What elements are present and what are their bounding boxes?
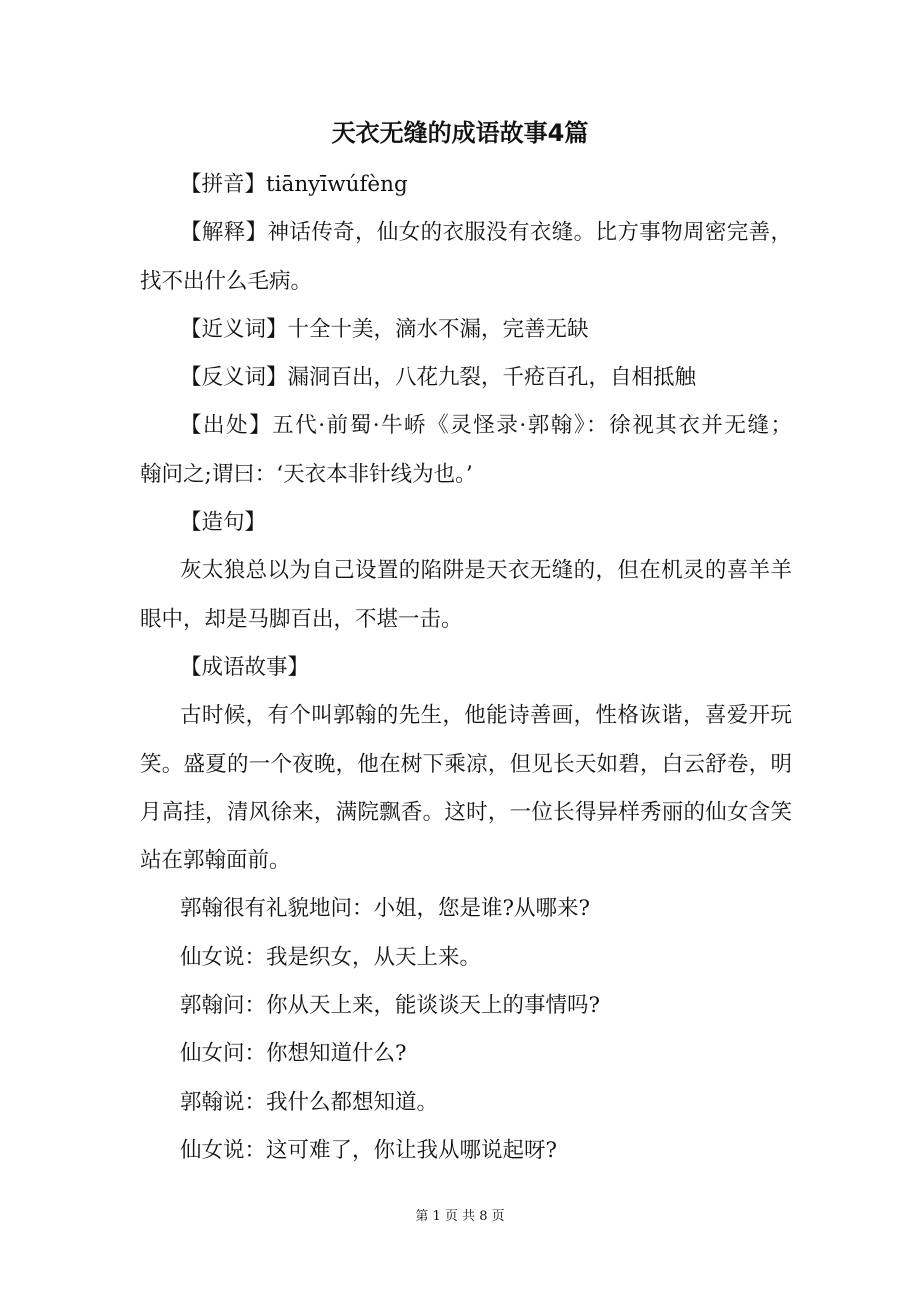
text-line: 【拼音】tiānyīwúfèng — [180, 172, 408, 197]
text-line: 郭翰很有礼貌地问：小姐，您是谁?从哪来? — [180, 896, 591, 922]
text-line: 翰问之;谓曰：‘天衣本非针线为也。’ — [140, 461, 473, 487]
paragraph — [140, 692, 792, 885]
document-body — [140, 161, 792, 1175]
paragraph — [140, 209, 792, 306]
text-line: 古时候，有个叫郭翰的先生，他能诗善画，性格诙谐，喜爱开玩 — [180, 703, 792, 729]
paragraph — [140, 885, 792, 933]
text-line: 笑。盛夏的一个夜晚，他在树下乘凉，但见长天如碧，白云舒卷，明 — [140, 751, 792, 777]
text-line: 【造句】 — [180, 510, 267, 536]
paragraph — [140, 499, 792, 547]
text-line: 眼中，却是马脚百出，不堪一击。 — [140, 606, 463, 632]
text-line: 【反义词】漏洞百出，八花九裂，千疮百孔，自相抵触 — [180, 365, 697, 391]
paragraph — [140, 161, 792, 209]
text-line: 仙女问：你想知道什么? — [180, 1041, 407, 1067]
text-line: 郭翰说：我什么都想知道。 — [180, 1089, 439, 1115]
text-line: 月高挂，清风徐来，满院飘香。这时，一位长得异样秀丽的仙女含笑 — [140, 799, 792, 825]
text-line: 【成语故事】 — [180, 654, 310, 680]
text-line: 仙女说：我是织女，从天上来。 — [180, 944, 482, 970]
paragraph — [140, 1127, 792, 1175]
paragraph — [140, 934, 792, 982]
text-line: 灰太狼总以为自己设置的陷阱是天衣无缝的，但在机灵的喜羊羊 — [180, 558, 792, 584]
paragraph — [140, 306, 792, 354]
paragraph — [140, 547, 792, 644]
text-line: 【近义词】十全十美，滴水不漏，完善无缺 — [180, 316, 589, 342]
text-line: 【出处】五代·前蜀·牛峤《灵怪录·郭翰》：徐视其衣并无缝； — [180, 413, 792, 439]
text-line: 仙女说：这可难了，你让我从哪说起呀? — [180, 1137, 558, 1163]
text-line: 站在郭翰面前。 — [140, 848, 291, 874]
paragraph — [140, 1030, 792, 1078]
paragraph — [140, 402, 792, 499]
text-line: 郭翰问：你从天上来，能谈谈天上的事情吗? — [180, 993, 601, 1019]
document-title: 天衣无缝的成语故事4篇 — [331, 119, 589, 147]
page-footer: 第 1 页 共 8 页 — [415, 1209, 505, 1224]
paragraph — [140, 354, 792, 402]
text-line: 找不出什么毛病。 — [140, 268, 313, 294]
paragraph — [140, 1079, 792, 1127]
paragraph — [140, 644, 792, 692]
text-line: 【解释】神话传奇，仙女的衣服没有衣缝。比方事物周密完善， — [180, 220, 792, 246]
paragraph — [140, 982, 792, 1030]
